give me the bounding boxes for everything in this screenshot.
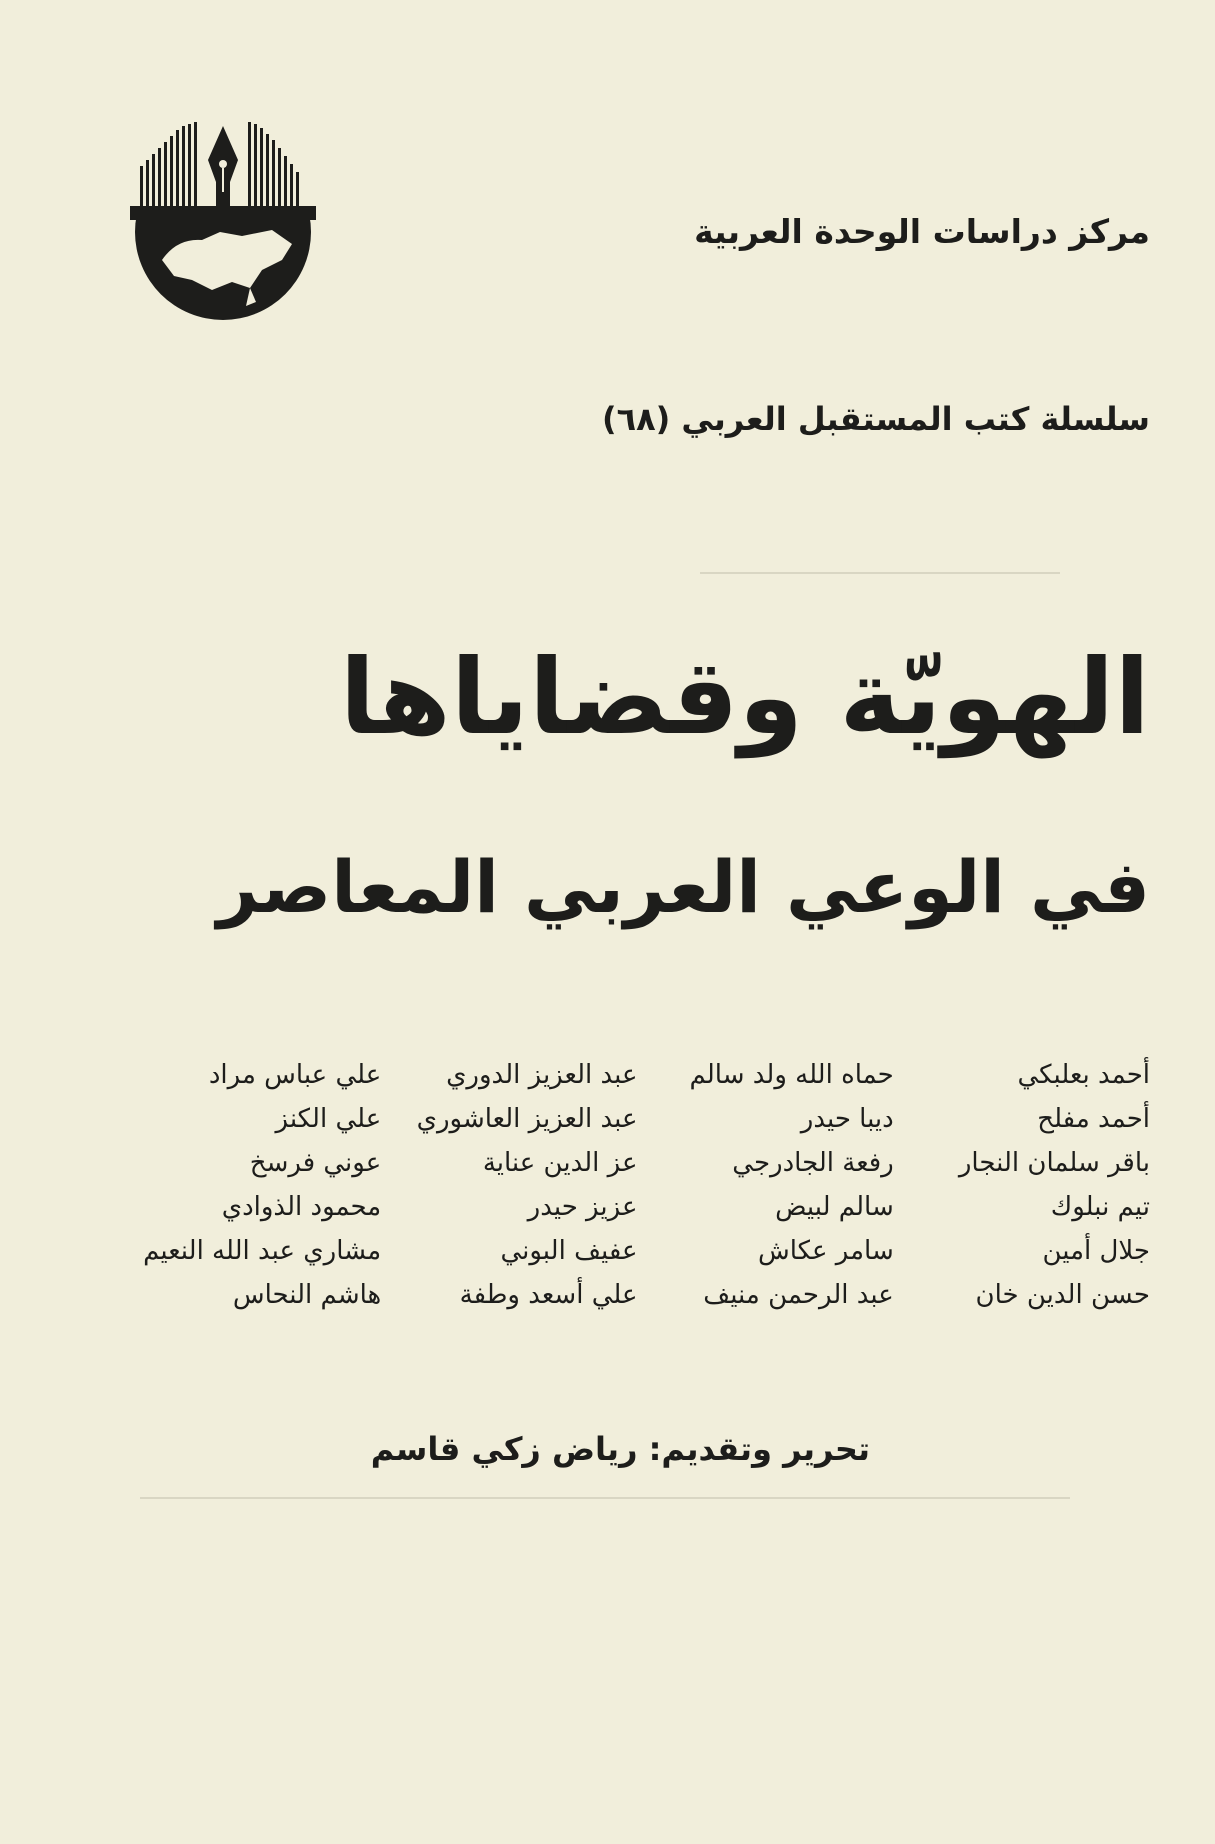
author-name: عبد العزيز العاشوري [416,1104,638,1134]
author-name: علي عباس مراد [208,1060,382,1090]
author-name: جلال أمين [1042,1236,1150,1266]
author-name: عبد العزيز الدوري [446,1060,638,1090]
author-name: هاشم النحاس [232,1280,382,1310]
publisher-logo-emblem [122,120,324,322]
author-name: عفيف البوني [500,1236,638,1266]
bleed-rule [140,1497,1070,1499]
series-name: سلسلة كتب المستقبل العربي (٦٨) [601,400,1150,438]
author-name: سامر عكاش [757,1236,894,1266]
author-name: عزيز حيدر [527,1192,638,1222]
publisher-name: مركز دراسات الوحدة العربية [694,212,1150,251]
author-name: محمود الذوادي [221,1192,382,1222]
author-name: عبد الرحمن منيف [703,1280,894,1310]
author-name: حماه الله ولد سالم [689,1060,894,1090]
author-name: عوني فرسخ [249,1148,382,1178]
author-name: رفعة الجادرجي [732,1148,894,1178]
author-name: عز الدين عناية [482,1148,638,1178]
author-name: ديبا حيدر [800,1104,894,1134]
author-name: سالم لبيض [775,1192,894,1222]
author-name: أحمد مفلح [1037,1104,1150,1134]
book-subtitle: في الوعي العربي المعاصر [216,845,1150,929]
author-name: علي الكنز [275,1104,382,1134]
author-name: مشاري عبد الله النعيم [143,1236,382,1266]
authors-list [125,1060,1150,1320]
author-name: حسن الدين خان [975,1280,1150,1310]
editor-credit: تحرير وتقديم: رياض زكي قاسم [370,1430,870,1468]
bleed-rule [700,572,1060,574]
author-name: علي أسعد وطفة [459,1280,638,1310]
book-title: الهويّة وقضاياها [339,636,1150,758]
author-name: باقر سلمان النجار [958,1148,1150,1178]
author-name: تيم نبلوك [1050,1192,1150,1222]
author-name: أحمد بعلبكي [1017,1060,1150,1090]
